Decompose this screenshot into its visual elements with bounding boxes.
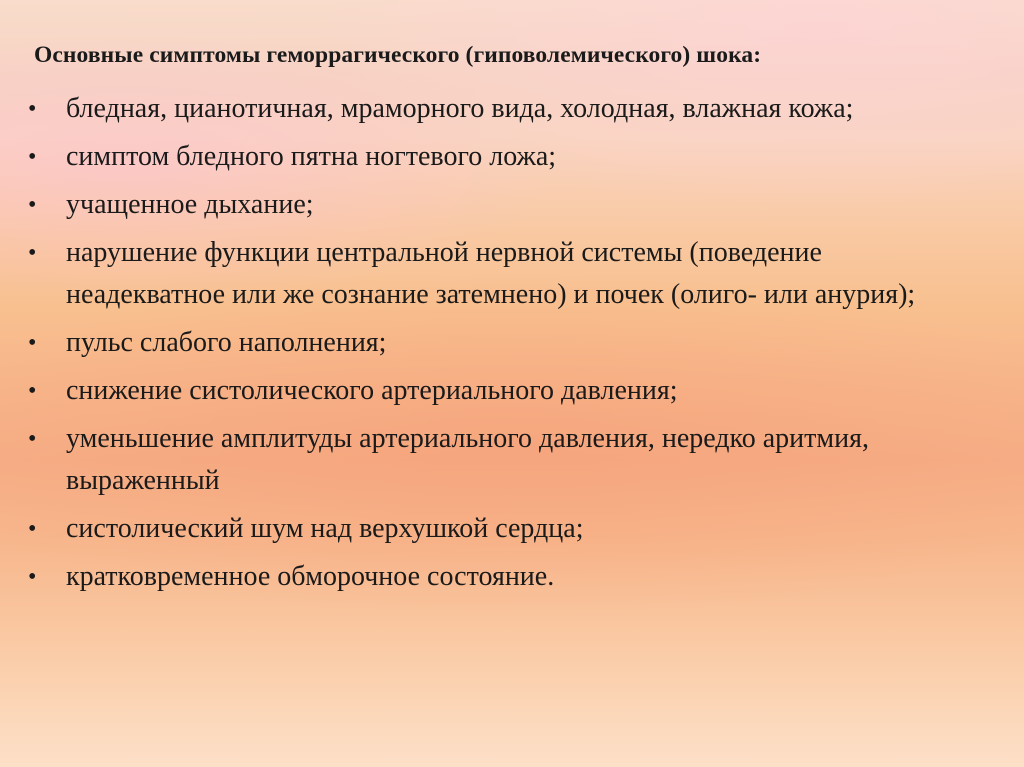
list-item-text: симптом бледного пятна ногтевого ложа; bbox=[66, 141, 557, 172]
list-item-text: бледная, цианотичная, мраморного вида, холодная, влажная кожа; bbox=[66, 93, 854, 124]
list-item bbox=[24, 184, 984, 226]
list-item bbox=[24, 370, 984, 412]
list-item-text: кратковременное обморочное состояние. bbox=[66, 561, 555, 592]
list-item bbox=[24, 556, 984, 598]
list-item bbox=[24, 322, 984, 364]
list-item-text: пульс слабого наполнения; bbox=[66, 327, 387, 358]
symptoms-list bbox=[24, 88, 984, 604]
bullet-icon: • bbox=[28, 426, 37, 452]
list-item-text: учащенное дыхание; bbox=[66, 189, 314, 220]
bullet-icon: • bbox=[28, 192, 37, 218]
list-item-text: снижение систолического артериального давления; bbox=[66, 375, 678, 406]
bullet-icon: • bbox=[28, 516, 37, 542]
bullet-icon: • bbox=[28, 378, 37, 404]
bullet-icon: • bbox=[28, 144, 37, 170]
list-item bbox=[24, 418, 984, 502]
slide-title: Основные симптомы геморрагического (гиповолемического) шока: bbox=[34, 42, 762, 68]
list-item-text: уменьшение амплитуды артериального давления, нередко аритмия, выраженный bbox=[66, 423, 869, 496]
list-item bbox=[24, 232, 984, 316]
bullet-icon: • bbox=[28, 564, 37, 590]
bullet-icon: • bbox=[28, 330, 37, 356]
list-item bbox=[24, 136, 984, 178]
bullet-icon: • bbox=[28, 240, 37, 266]
bullet-icon: • bbox=[28, 96, 37, 122]
list-item-text: систолический шум над верхушкой сердца; bbox=[66, 513, 584, 544]
list-item-text: нарушение функции центральной нервной системы (поведение неадекватное или же сознание затемнено) и почек (олиго- или анурия); bbox=[66, 237, 916, 310]
list-item bbox=[24, 88, 984, 130]
list-item bbox=[24, 508, 984, 550]
